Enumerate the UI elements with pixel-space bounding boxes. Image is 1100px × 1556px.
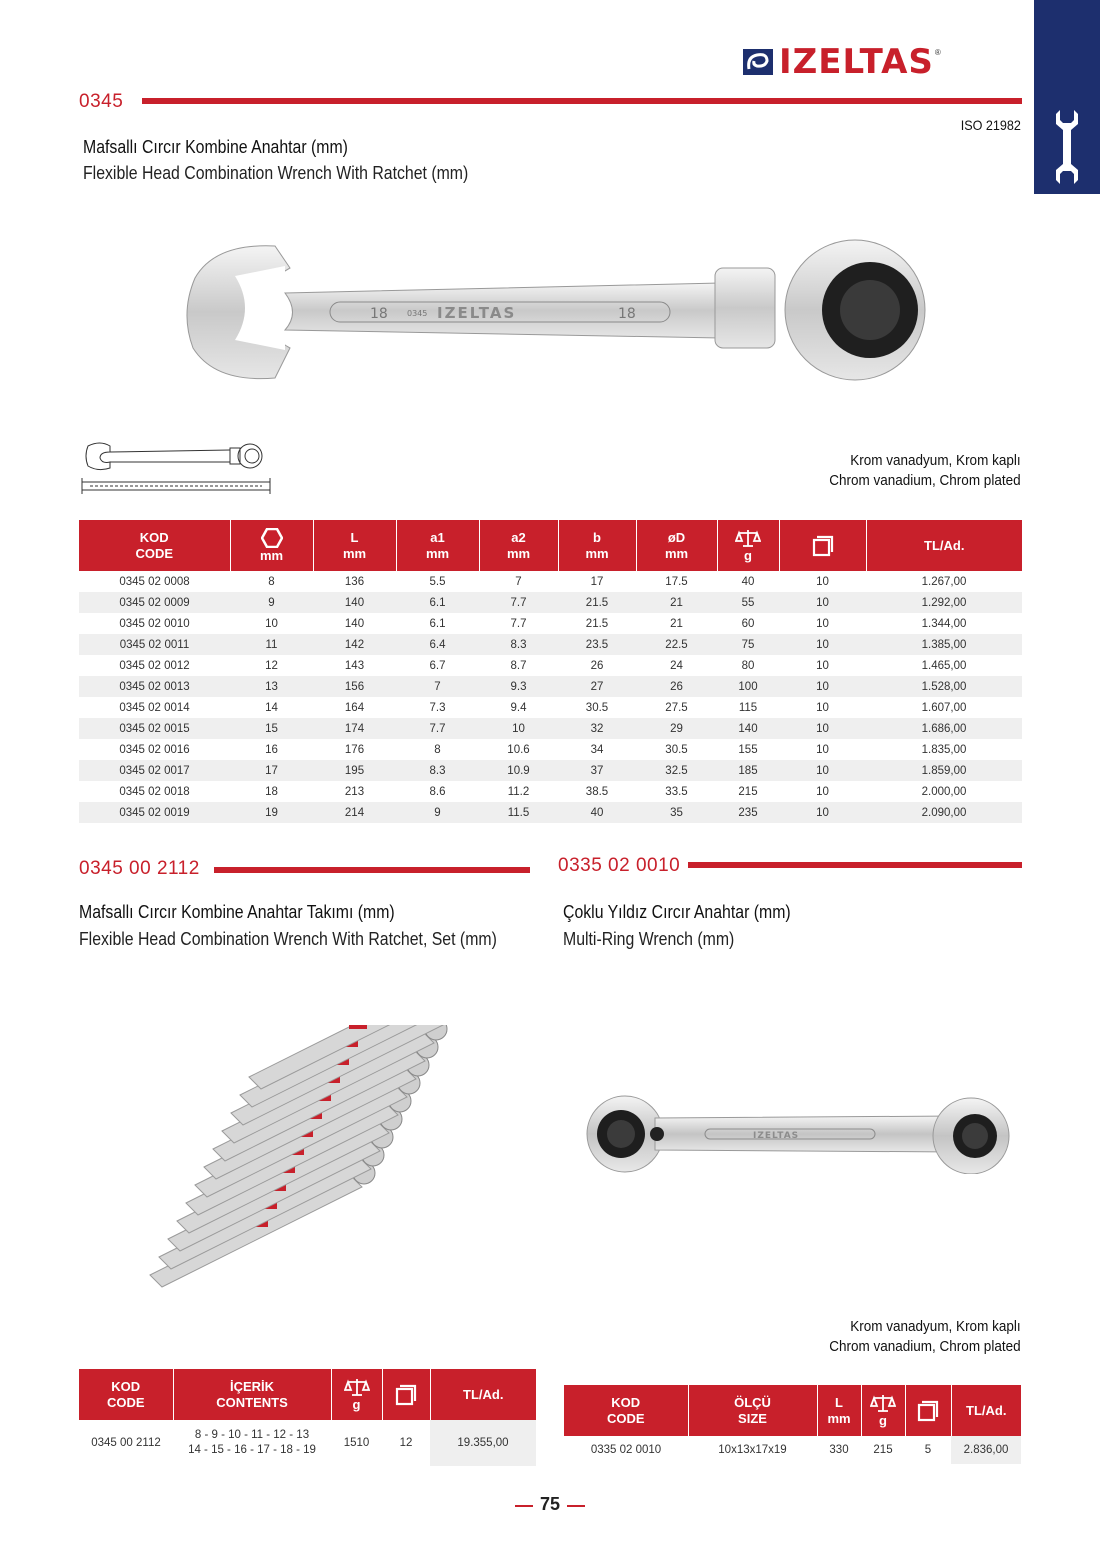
table-cell: 1.835,00 (921, 743, 967, 756)
table-row (79, 718, 1022, 739)
table-row (79, 613, 1022, 634)
table-cell: 0345 02 0014 (119, 701, 190, 714)
spec-table-multi-ring (564, 1385, 1021, 1464)
table-cell: 23.5 (558, 634, 636, 655)
set-qty: 12 (399, 1437, 413, 1449)
set-col-contents: İÇERİK CONTENTS (173, 1369, 331, 1420)
table-cell: 2.000,00 (921, 785, 967, 798)
table-cell: 32 (558, 718, 636, 739)
col-length: L mm (313, 520, 396, 571)
table-row (79, 1420, 536, 1466)
section-1-rule (142, 98, 1022, 104)
col-weight: g (717, 520, 779, 571)
col-price: TL/Ad. (866, 520, 1022, 571)
section-3-rule (688, 862, 1022, 868)
table-cell: 0345 02 0019 (79, 802, 230, 823)
set-col-pack (382, 1369, 430, 1420)
col-a2: a2 mm (479, 520, 558, 571)
set-col-price: TL/Ad. (430, 1369, 536, 1420)
mr-col-price: TL/Ad. (951, 1385, 1021, 1436)
table-cell: 1.686,00 (866, 718, 1022, 739)
wrench-model-mark: 0345 (407, 309, 428, 318)
col-diameter: øD mm (636, 520, 717, 571)
section-2-title-tr: Mafsallı Cırcır Kombine Anahtar Takımı (mm) (79, 902, 395, 922)
scale-icon (870, 1393, 896, 1413)
table-cell: 34 (590, 743, 604, 756)
section-1-title-en: Flexible Head Combination Wrench With Ratchet (mm) (83, 163, 469, 183)
table-cell: 185 (717, 760, 779, 781)
table-cell: 0345 02 0008 (119, 575, 190, 588)
wrench-size-right: 18 (618, 306, 636, 322)
table-cell: 33.5 (665, 785, 688, 798)
table-cell: 21 (636, 592, 717, 613)
table-cell: 10 (816, 743, 829, 756)
table-cell: 195 (313, 760, 396, 781)
wrench-icon (1052, 108, 1082, 184)
table-cell: 7 (396, 676, 479, 697)
spec-table-0345 (79, 520, 1022, 823)
table-cell: 17 (230, 760, 313, 781)
mr-col-code: KOD CODE (564, 1385, 688, 1436)
table-cell: 10 (779, 676, 866, 697)
section-3-material (830, 1317, 1021, 1357)
mr-code: 0335 02 0010 (590, 1444, 662, 1456)
col-pack (779, 520, 866, 571)
table-cell: 17.5 (665, 575, 688, 588)
material-tr-2: Krom vanadyum, Krom kaplı (850, 1318, 1021, 1335)
hexagon-icon (261, 528, 283, 548)
brand-name: IZELTAS (779, 42, 934, 82)
table-cell: 27.5 (665, 701, 688, 714)
side-category-tab (1034, 0, 1100, 194)
table-cell: 9.4 (510, 701, 527, 714)
table-cell: 8.7 (510, 659, 527, 672)
table-cell: 21.5 (585, 617, 609, 630)
table-cell: 1.267,00 (921, 575, 967, 588)
table-cell: 155 (738, 743, 758, 756)
col-b: b mm (558, 520, 636, 571)
table-cell: 0345 02 0013 (79, 676, 230, 697)
table-row (79, 592, 1022, 613)
table-cell: 8 (434, 743, 441, 756)
table-cell: 11.5 (479, 802, 558, 823)
section-3-code: 0335 02 0010 (558, 855, 681, 876)
mr-col-pack (905, 1385, 951, 1436)
table-cell: 11 (230, 634, 313, 655)
set-code: 0345 00 2112 (91, 1437, 161, 1449)
table-cell: 38.5 (585, 785, 609, 798)
table-cell: 140 (344, 617, 365, 630)
section-1-title-tr: Mafsallı Cırcır Kombine Anahtar (mm) (83, 137, 348, 157)
table-cell: 60 (741, 617, 755, 630)
table-cell: 55 (717, 592, 779, 613)
table-cell: 9 (396, 802, 479, 823)
table-cell: 1.859,00 (866, 760, 1022, 781)
table-cell: 0345 02 0009 (79, 592, 230, 613)
table-cell: 176 (344, 743, 365, 756)
table-row (79, 760, 1022, 781)
table-cell: 136 (344, 575, 365, 588)
table-cell: 0345 02 0018 (119, 785, 190, 798)
table-cell: 8.6 (429, 785, 446, 798)
table-cell: 10 (479, 718, 558, 739)
spec-table-set (79, 1369, 536, 1466)
table-cell: 7 (515, 575, 522, 588)
table-cell: 35 (636, 802, 717, 823)
table-cell: 17 (590, 575, 604, 588)
table-cell: 0345 02 0010 (119, 617, 190, 630)
mr-col-weight: g (861, 1385, 905, 1436)
table-cell: 142 (313, 634, 396, 655)
table-cell: 10.9 (479, 760, 558, 781)
table-cell: 30.5 (665, 743, 688, 756)
table-cell: 40 (558, 802, 636, 823)
table-cell: 14 (265, 701, 278, 714)
product-image-multi-ring-wrench (585, 1092, 1015, 1174)
table-cell: 6.1 (396, 592, 479, 613)
wrench-brand-mark: IZELTAS (437, 304, 517, 322)
table-cell: 37 (558, 760, 636, 781)
table-cell: 143 (344, 659, 365, 672)
wrench-size-left: 18 (370, 306, 388, 322)
table-cell: 100 (717, 676, 779, 697)
table-cell: 15 (230, 718, 313, 739)
box-icon (812, 535, 834, 557)
table-cell: 1.465,00 (921, 659, 967, 672)
table-cell: 164 (344, 701, 365, 714)
set-weight: 1510 (343, 1437, 370, 1449)
material-en-2: Chrom vanadium, Chrom plated (829, 1338, 1021, 1355)
material-en: Chrom vanadium, Chrom plated (829, 472, 1021, 489)
section-2-code: 0345 00 2112 (79, 858, 200, 879)
set-contents-line-1: 8 - 9 - 10 - 11 - 12 - 13 (194, 1429, 310, 1441)
section-3-title-tr: Çoklu Yıldız Cırcır Anahtar (mm) (563, 902, 791, 922)
section-1-material (830, 451, 1021, 491)
table-cell: 10 (816, 701, 829, 714)
material-tr: Krom vanadyum, Krom kaplı (850, 452, 1021, 469)
table-cell: 8.3 (396, 760, 479, 781)
table-cell: 21 (670, 617, 683, 630)
table-cell: 10 (779, 760, 866, 781)
table-cell: 1.385,00 (866, 634, 1022, 655)
table-cell: 7.7 (396, 718, 479, 739)
table-cell: 27 (558, 676, 636, 697)
table-row (79, 739, 1022, 760)
table-cell: 32.5 (636, 760, 717, 781)
box-icon (395, 1384, 417, 1406)
table-row (79, 571, 1022, 592)
section-2-title-en: Flexible Head Combination Wrench With Ratchet, Set (mm) (79, 929, 497, 949)
table-cell: 0345 02 0017 (79, 760, 230, 781)
table-cell: 10 (265, 617, 278, 630)
col-a1: a1 mm (396, 520, 479, 571)
table-cell: 13 (230, 676, 313, 697)
brand-mark-icon (741, 47, 775, 77)
table-cell: 9 (230, 592, 313, 613)
table-cell: 22.5 (636, 634, 717, 655)
set-holder-clip (349, 1025, 367, 1029)
table-cell: 0345 02 0011 (79, 634, 230, 655)
mr-weight: 215 (873, 1444, 893, 1456)
table-row (79, 655, 1022, 676)
table-cell: 26 (590, 659, 604, 672)
table-cell: 10 (816, 617, 829, 630)
table-cell: 0345 02 0015 (79, 718, 230, 739)
section-2-rule (214, 867, 530, 873)
multi-ring-brand-mark: IZELTAS (753, 1131, 800, 1141)
table-row (79, 802, 1022, 823)
table-cell: 26 (636, 676, 717, 697)
set-price: 19.355,00 (430, 1420, 536, 1466)
set-col-weight: g (331, 1369, 382, 1420)
mr-size: 10x13x17x19 (718, 1444, 787, 1456)
table-cell: 18 (265, 785, 278, 798)
table-cell: 75 (717, 634, 779, 655)
table-cell: 140 (717, 718, 779, 739)
table-cell: 19 (230, 802, 313, 823)
table-cell: 6.7 (429, 659, 446, 672)
table-cell: 140 (313, 592, 396, 613)
scale-icon (344, 1377, 370, 1397)
mr-length: 330 (829, 1444, 849, 1456)
table-cell: 7.7 (510, 617, 527, 630)
table-cell: 10 (816, 785, 829, 798)
table-cell: 156 (313, 676, 396, 697)
table-cell: 16 (265, 743, 278, 756)
table-cell: 215 (738, 785, 758, 798)
table-cell: 29 (636, 718, 717, 739)
box-icon (917, 1400, 939, 1422)
brand-logo (741, 44, 941, 80)
table-cell: 5.5 (429, 575, 446, 588)
table-cell: 30.5 (585, 701, 609, 714)
mr-col-length: L mm (817, 1385, 861, 1436)
product-image-flex-wrench (175, 238, 935, 388)
set-col-code: KOD CODE (79, 1369, 173, 1420)
table-cell: 7.3 (429, 701, 446, 714)
iso-standard: ISO 21982 (960, 117, 1021, 133)
product-image-wrench-set (130, 1025, 470, 1315)
table-cell: 10 (779, 634, 866, 655)
table-cell: 24 (670, 659, 683, 672)
table-cell: 10 (779, 592, 866, 613)
table-cell: 2.090,00 (866, 802, 1022, 823)
table-cell: 9.3 (479, 676, 558, 697)
table-cell: 213 (344, 785, 365, 798)
table-cell: 10 (779, 718, 866, 739)
section-3-title-en: Multi-Ring Wrench (mm) (563, 929, 735, 949)
technical-drawing (80, 438, 272, 496)
table-cell: 12 (265, 659, 278, 672)
table-cell: 10 (816, 575, 829, 588)
table-cell: 7.7 (479, 592, 558, 613)
mr-price: 2.836,00 (951, 1436, 1021, 1464)
table-cell: 10.6 (507, 743, 530, 756)
table-cell: 0345 02 0016 (119, 743, 190, 756)
table-cell: 10 (779, 802, 866, 823)
mr-qty: 5 (924, 1444, 932, 1456)
scale-icon (735, 528, 761, 548)
table-cell: 0345 02 0012 (119, 659, 190, 672)
table-cell: 80 (741, 659, 755, 672)
registered-mark: ® (934, 48, 941, 57)
table-cell: 174 (313, 718, 396, 739)
table-row (79, 697, 1022, 718)
table-cell: 8 (268, 575, 275, 588)
table-row (564, 1436, 1021, 1464)
table-cell: 6.4 (396, 634, 479, 655)
set-contents-line-2: 14 - 15 - 16 - 17 - 18 - 19 (188, 1444, 316, 1456)
table-cell: 1.607,00 (921, 701, 967, 714)
table-cell: 6.1 (429, 617, 446, 630)
table-cell: 10 (816, 659, 829, 672)
col-code: KOD CODE (79, 520, 230, 571)
table-cell: 1.292,00 (866, 592, 1022, 613)
table-row (79, 676, 1022, 697)
spec-table-body (79, 571, 1022, 823)
table-row (79, 781, 1022, 802)
table-cell: 1.528,00 (866, 676, 1022, 697)
table-cell: 115 (738, 701, 758, 714)
set-contents (173, 1420, 331, 1466)
page-number: 75 (515, 1494, 585, 1515)
table-cell: 8.3 (479, 634, 558, 655)
table-cell: 235 (717, 802, 779, 823)
table-cell: 40 (741, 575, 755, 588)
table-cell: 1.344,00 (921, 617, 967, 630)
table-cell: 11.2 (507, 785, 530, 798)
col-size: mm (230, 520, 313, 571)
table-row (79, 634, 1022, 655)
table-cell: 21.5 (558, 592, 636, 613)
section-1-code: 0345 (79, 91, 124, 112)
table-cell: 214 (313, 802, 396, 823)
mr-col-size: ÖLÇÜ SIZE (688, 1385, 817, 1436)
